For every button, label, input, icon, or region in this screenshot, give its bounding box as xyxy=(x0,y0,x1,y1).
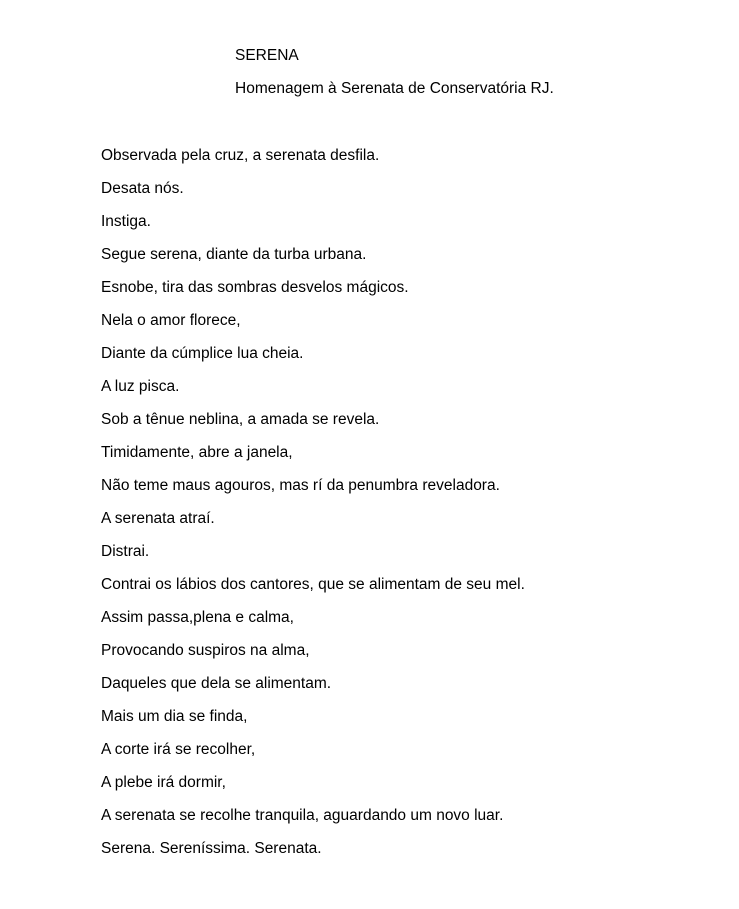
poem-line: Esnobe, tira das sombras desvelos mágicos. xyxy=(101,279,409,296)
poem-line: Provocando suspiros na alma, xyxy=(101,642,310,659)
poem-line: Não teme maus agouros, mas rí da penumbra reveladora. xyxy=(101,477,500,494)
poem-title: SERENA xyxy=(235,47,299,64)
poem-line: A serenata se recolhe tranquila, aguardando um novo luar. xyxy=(101,807,504,824)
poem-line: Distrai. xyxy=(101,543,150,560)
poem-line: Mais um dia se finda, xyxy=(101,708,248,725)
poem-line: Timidamente, abre a janela, xyxy=(101,444,293,461)
poem-line: Contrai os lábios dos cantores, que se alimentam de seu mel. xyxy=(101,576,525,593)
poem-subtitle: Homenagem à Serenata de Conservatória RJ. xyxy=(235,80,554,97)
poem-line: Assim passa,plena e calma, xyxy=(101,609,294,626)
poem-line: Nela o amor florece, xyxy=(101,312,241,329)
poem-line: A serenata atraí. xyxy=(101,510,215,527)
poem-line: Sob a tênue neblina, a amada se revela. xyxy=(101,411,380,428)
poem-line: Desata nós. xyxy=(101,180,184,197)
poem-line: A corte irá se recolher, xyxy=(101,741,256,758)
poem-line: Daqueles que dela se alimentam. xyxy=(101,675,332,692)
poem-body xyxy=(101,146,525,872)
poem-line: A luz pisca. xyxy=(101,378,180,395)
poem-line: Instiga. xyxy=(101,213,151,230)
poem-line: Segue serena, diante da turba urbana. xyxy=(101,246,367,263)
poem-line: Diante da cúmplice lua cheia. xyxy=(101,345,304,362)
poem-line: A plebe irá dormir, xyxy=(101,774,226,791)
poem-line: Serena. Sereníssima. Serenata. xyxy=(101,840,322,857)
poem-line: Observada pela cruz, a serenata desfila. xyxy=(101,147,380,164)
